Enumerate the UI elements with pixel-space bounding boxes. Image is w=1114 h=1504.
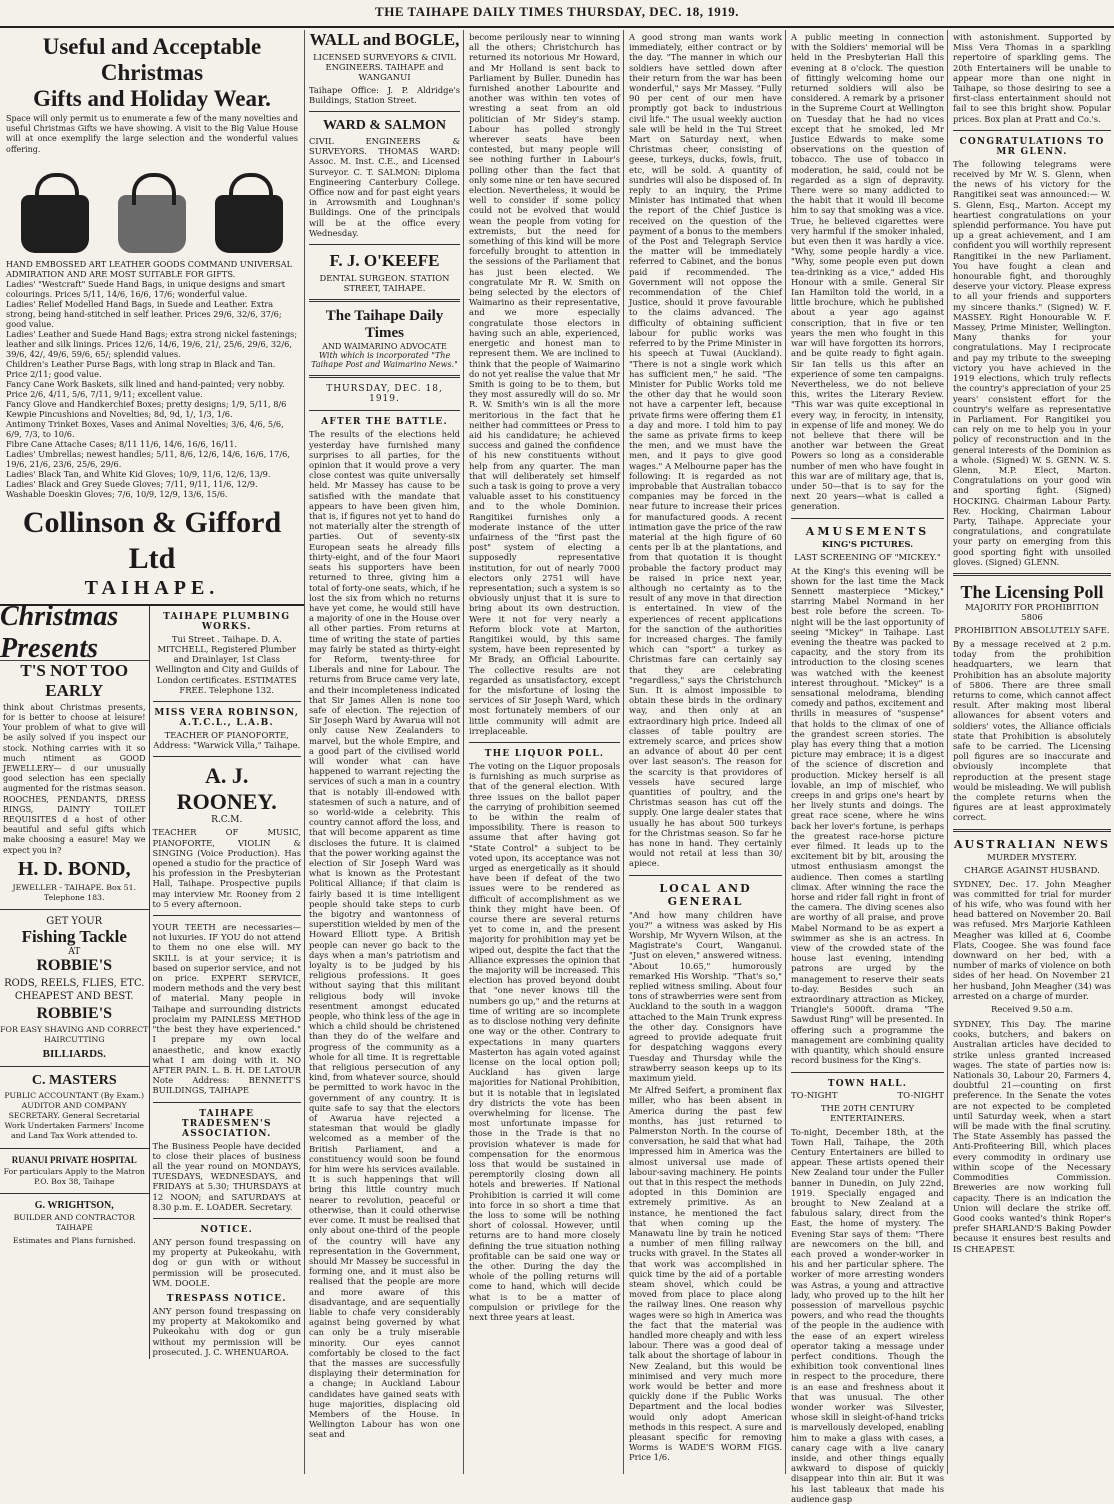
gift-item: Ladies' Black Tan, and White Kid Gloves; 10/9, 11/6, 12/6, 13/9. (6, 469, 298, 479)
tradesmen-body: The Business People have decided to close their places of business all the year round on MONDAYS, TUESDAYS, WEDNESDAYS, and FRIDAYS at 5.30; THURSDAYS at 12 NOON; and SATURDAYS at 8.30 p.m. E. LOADER. Secretary. (153, 1141, 302, 1212)
tradesmen-title: TAIHAPE TRADESMEN'S ASSOCIATION. (153, 1109, 302, 1139)
public-meeting-items: A public meeting in connection with the Soldiers' memorial will be held in the Presbyterian Hall this evening at 8 o'clock. The question of fittingly welcoming home our returned soldiers will also be considered. A remark by a prisoner in the Supreme Court at Wellington on Tuesday that he had no vices except that he smoked, led Mr Justice Edwards to make some observations on the question of tobacco. The use of tobacco in moderation, he said, could not be regarded as a sign of depravity. There were so many addicted to the habit that it would ill become him to say that smoking was a vice. True, he believed cigarettes were very harmful if the smoker inhaled, but even then it was hardly a vice. "Why, some people hardly a vice. "Why, some people even put down tea-drinking as a vice," added His Honour with a smile. General Sir Ian Hamilton told the world, in a little brochure, which he published about a year ago against conscription, that in five or ten years the men who fought in this war will have forgotten its horrors, and be quite ready to fight again. Sir Ian tells us this after an experience of some ten campaigns. Nevertheless, we do not believe this, writes the Literary Review. "This war was quite exceptional in every way, in ferocity, in intensity, in expense of life and money. We do not believe that there will be another war between the Great Powers so long as a considerable number of men who have fought in this war are of military age, that is, under 50—that is to say for the next 20 years—what is called a generation. (791, 32, 944, 512)
handbag-icon (215, 195, 283, 253)
bond-footer: JEWELLER - TAIHAPE. Box 51. Telephone 183. (0, 883, 149, 903)
teeth-ad: YOUR TEETH are necessaries—not luxuries. IF YOU do not attend to them no one else will. MY SKILL is at your service; it is based on superior service, and not on price. EXPERT SERVICE, modern methods and the very best of material. Many people in Taihape and surrounding districts proclaim my PAINLESS METHOD "the best they have experienced." I prepare my own local anaesthetic, and know exactly what I am doing with it. NO AFTER PAIN. L. B. H. DE LATOUR Note Address: BENNETT'S BUILDINGS, TAIHAPE (153, 922, 302, 1095)
notice-body: ANY person found trespassing on my property at Pukeokahu, with dog or gun with or without permission will be prosecuted. WM. DOOLE. (153, 1237, 302, 1288)
wall-bogle-body: Taihape Office: J. P. Aldridge's Buildings, Station Street. (309, 85, 460, 105)
paper-dateline: THURSDAY, DEC. 18, 1919. (309, 384, 460, 404)
gift-item: HAND EMBOSSED ART LEATHER GOODS COMMAND UNIVERSAL ADMIRATION AND ARE MOST SUITABLE FOR GIFTS. (6, 259, 298, 279)
rooney-sub: R.C.M. (153, 815, 302, 825)
column-professional (306, 30, 464, 1474)
congratulations-title: CONGRATULATIONS TO MR GLENN. (953, 137, 1111, 157)
gift-item: Kewpie Pincushions and Novelties; 8d, 9d, 1/, 1/3, 1/6. (6, 409, 298, 419)
ad-intro: Space will only permit us to enumerate a few of the many novelties and useful Christmas Gifts we have showing. A visit to the Big Value House will at once exemplify the large selection and the wonderful values offering. (6, 114, 298, 155)
australian-news-body: SYDNEY, Dec. 17. John Meagher was committed for trial for murder of his wife, who was found with her head battered on November 20. Bail was refused. Mrs Marjorie Kathleen Meagher was killed at 6, Coombe Flats, Coogee. She was found face downward on her bed, with a number of marks of violence on both sides of her head. On November 21 her husband, John Meagher (34) was arrested on a charge of murder. (953, 879, 1111, 1001)
fishing-items: RODS, REELS, FLIES, ETC. CHEAPEST AND BEST. (0, 977, 149, 1003)
bond-text: think about Christmas presents, for is better to choose at leisure! Your problem of what to give will be asily solved if you inspect our stock. Nothing carries with it so much ntiment as GOOD JEWELLERY— d our unusually good selection has een specially augmented for the ristmas season. ROOCHES, PENDANTS, DRESS RINGS, DAINTY TOILET REQUISITES d a host of other beautiful and seful gifts which make choosing a easure! May we expect you in? (0, 703, 149, 856)
town-hall-title: TOWN HALL. (791, 1079, 944, 1089)
murder-mystery: MURDER MYSTERY. (953, 853, 1111, 863)
fishing-tackle: Fishing Tackle (0, 927, 149, 947)
gift-price-list (6, 259, 298, 499)
robbies-2: ROBBIE'S (0, 1005, 149, 1023)
gift-item: Children's Leather Purse Bags, with long strap in Black and Tan. Price 2/11; good value. (6, 359, 298, 379)
amusements-title: AMUSEMENTS (791, 525, 944, 538)
ward-salmon-title: WARD & SALMON (309, 118, 460, 134)
wall-bogle-title: WALL and BOGLE, (309, 30, 460, 50)
paper-title: The Taihape Daily Times (309, 308, 460, 342)
paper-incorporated: With which is incorporated "The Taihape Post and Waimarino News." (309, 351, 460, 369)
okeefe-title: F. J. O'KEEFE (309, 251, 460, 271)
local-general-title: LOCAL AND GENERAL (629, 882, 782, 908)
rooney-title: A. J. ROONEY. (153, 763, 302, 815)
okeefe-body: DENTAL SURGEON. STATION STREET, TAIHAPE. (309, 273, 460, 293)
news-items: A good strong man wants work immediately, either contract or by the day. "The manner in which our soldiers have settled down after their return from the war has been wonderful," says Mr Massey. "Fully 90 per cent of our men have promptly got back to industrious civil life." The usual weekly auction sale will be held in the Tui Street Mart on Saturday next, when Christmas cheer, consisting of geese, turkeys, ducks, fowls, fruit, etc, will be sold. A quantity of sundries will also be disposed of. In reply to an inquiry, the Prime Minister has intimated that when the report of the Chief Justice is received on the question of the payment of a bonus to the members of the Post and Telegraph Service the matter will be immediately referred to Cabinet, and the bonus paid if recommended. The Government will not oppose the recommendation of the Chief Justice, should it prove favourable to the claims advanced. The difficulty of obtaining sufficient labour for public works was referred to by the Prime Minister in his speech at Tuwai (Auckland). "There is not a single work which has sufficient men," he said. "The Minister for Public Works told me the other day that he would soon not have a carpenter left, because private firms were offering them £1 a day and more. I told him to pay the same as private firms to keep the men, and we must have the men, and it pays to give good wages." A Melbourne paper has the following: It is regarded as not improbable that Australian tobacco companies may be forced in the near future to increase their prices for manufactured goods. A recent intimation gave the price of the raw material at the high figure of 60 cents per lb at the plantations, and from that quotation it is thought probable the factory product may be raised in price next year, although no certainty as to the result of any move in that direction is entertained. In view of the experiences of recent applications for the sanction of the authorities for increased charges. The family which can "sport" a turkey as Christmas fare can certainly say that they are celebrating "regardless," says the Christchurch Sun. It is almost impossible to obtain these birds in the ordinary way, and then only at an extraordinary high price. Indeed all classes of table poultry are extremely scarce, and prices show an advance of about 40 per cent over last season's. The reason for the scarcity is that providores of vessels have secured large quantities of poultry, and the Christmas season has cut off the supply. One large dealer states that usually he has about 500 turkeys for the Christmas season. So far he has none in hand. They certainly would not retail at less than 30/ apiece. (629, 32, 782, 869)
gift-item: Washable Doeskin Gloves; 7/6, 10/9, 12/9, 13/6, 15/6. (6, 489, 298, 499)
column-2-lower-continuation (150, 606, 305, 1359)
mickey-title: LAST SCREENING OF "MICKEY." (791, 553, 944, 563)
fishing-at: AT (0, 947, 149, 957)
licensing-safe: PROHIBITION ABSOLUTELY SAFE. (953, 626, 1111, 636)
licensing-poll-title: The Licensing Poll (953, 582, 1111, 603)
masters-details: PUBLIC ACCOUNTANT (By Exam.) AUDITOR AND COMPANY SECRETARY. General Secretarial Work Undertaken Farmers' Income and Land Tax Work attended to. (0, 1091, 149, 1142)
ad-title-line1: Useful and Acceptable Christmas (6, 34, 298, 86)
licensing-majority: MAJORITY FOR PROHIBITION 5806 (953, 603, 1111, 623)
fishing-get: GET YOUR (0, 916, 149, 927)
town-hall-tonight-right: TO-NIGHT (898, 1091, 945, 1101)
column-ads-left (0, 30, 305, 1474)
column-news (626, 30, 786, 1474)
licensing-body: By a message received at 2 p.m. today from the prohibition headquarters, we learn that Prohibition has an absolute majority of 5806. There are three small returns to come, which cannot affect result. After making most liberal allowances for absent voters and soldiers' votes, the Alliance officials state that Prohibition is absolutely safe to be carried. The Licensing poll figures are so inaccurate and obviously incomplete that reproduction at the present stage would be misleading. We will publish the complete returns when the figures are at least approximately correct. (953, 639, 1111, 823)
plumbing-title: TAIHAPE PLUMBING WORKS. (153, 612, 302, 632)
wrightson-name: G. WRIGHTSON, (0, 1200, 149, 1211)
town-hall-body: To-night, December 18th, at the Town Hall, Taihape, the 20th Century Entertainers are billed to appear. These artists opened their New Zealand tour under the Fuller banner in Dunedin, on July 22nd, 1919. Specially engaged and brought to New Zealand at a fabulous salary, direct from the East, the home of mystery. The Evening Star says of them: "There are newcomers on the bill, and each proved a wonder-worker in his and her particular sphere. The worker of more arresting wonders was Astras, a young and attractive lady, who proved up to the hilt her possession of marvellous psychic powers, and who read the thoughts of the people in the audience with the ease of an expert wireless operator taking a message under perfect conditions. Though the exhibition took conventional lines in respect to the procedure, there is an ease and freshness about it that was unusual. The other wonder worker was Silvester, whose skill in sleight-of-hand tricks is marvellously developed, enabling him to make a glass with cases, a canary cage with a live canary inside, and other things equally awkward to dispose of quickly disappear into thin air. But it was his last tableaux that made his audience gasp (791, 1127, 944, 1504)
bond-and-robbie-ads (0, 606, 150, 1359)
firm-town: TAIHAPE. (6, 577, 298, 600)
liquor-poll-title: THE LIQUOR POLL. (469, 749, 620, 759)
robbies-billiards: BILLIARDS. (0, 1048, 149, 1060)
hospital-details: For particulars Apply to the Matron P.O. Box 38, Taihape (0, 1167, 149, 1187)
ward-salmon-body: CIVIL ENGINEERS & SURVEYORS. THOMAS WARD: Assoc. M. Inst. C.E., and Licensed Surveyor. C. T. SALMON: Diploma Engineering Canterbury College. Office now and for past eight years in Arrowsmith and Loughnan's Buildings. One of the principals will be at the office every Wednesday. (309, 136, 460, 238)
local-general-body: "And how many children have you?" a witness was asked by His Worship, Mr Wyvern Wilson, at the Magistrate's Court, Wanganui. "Just on eleven," answered witness. "About 10.65," humorously remarked His Worship. "That's so," replied witness smiling. About four tons of strawberries were sent from Auckland to the south in a waggon attached to the Main Trunk express the other day. Consignors have agreed to provide adequate fruit for despatching waggons every Tuesday and Thursday while the strawberry season keeps up to its maximum yield. (629, 910, 782, 1083)
seifert-body: Mr Alfred Seifert, a prominent flax miller, who has been absent in America during the past few months, has just returned to Palmerston North. In the course of conversation, he said that what had impressed him in America was the almost universal use made of labour-saving machinery. He points out that in this respect the methods adopted in this Dominion are extremely primitive. As an instance, he mentioned the fact that when coming up the Manawatu line by train he noticed a number of men filling railway trucks with gravel. In the States all that work was accomplished in quick time by the aid of a portable steam shovel, which could be moved from place to place along the railway lines. One reason why wages were so high in America was the fact that the material was handled more cheaply and with less labour. There was a good deal of talk about the shortage of labour in New Zealand, but this would be minimised and very much more work would be better and more quickly done if the Public Works Department and the local bodies would only adopt American methods in this respect. A sure and pleasant specific for removing Worms is WADE'S WORM FIGS. Price 1/6. (629, 1085, 782, 1463)
hospital-name: RUANUI PRIVATE HOSPITAL (0, 1155, 149, 1165)
wrightson-estimates: Estimates and Plans furnished. (0, 1236, 149, 1246)
town-hall-sub: THE 20TH CENTURY ENTERTAINERS. (791, 1104, 944, 1124)
kings-title: KING'S PICTURES. (791, 540, 944, 550)
plumbing-body: Tui Street . Taihape. D. A. MITCHELL, Registered Plumber and Drainlayer, 1st Class Wellington and City and Guilds of London certificates. ESTIMATES FREE. Telephone 132. (153, 634, 302, 695)
lower-ads (0, 606, 304, 1359)
received-time: Received 9.50 a.m. (953, 1005, 1111, 1015)
paper-subtitle: AND WAIMARINO ADVOCATE (309, 342, 460, 351)
wall-bogle-sub: LICENSED SURVEYORS & CIVIL ENGINEERS. TAIHAPE and WANGANUI (309, 52, 460, 83)
column-right (950, 30, 1114, 1474)
column-editorial (466, 30, 624, 1474)
handbag-illustration (6, 161, 298, 253)
gift-item: Ladies' Black and Grey Suede Gloves; 7/11, 9/11, 11/6, 12/9. (6, 479, 298, 489)
australian-news-title: AUSTRALIAN NEWS (953, 838, 1111, 851)
gift-item: Fibre Cane Attache Cases; 8/11 11/6, 14/6, 16/6, 16/11. (6, 439, 298, 449)
column-amusements (788, 30, 948, 1474)
robbies-1: ROBBIE'S (0, 957, 149, 975)
gift-item: Ladies' "Westcraft" Suede Hand Bags, in unique designs and smart colourings. Prices 5/11, 14/6, 16/6, 17/6; wonderful value. (6, 279, 298, 299)
gift-item: Ladies' Umbrellas; newest handles; 5/11, 8/6, 12/6, 14/6, 16/6, 17/6, 19/6, 21/6, 23/6, 25/6, 29/6. (6, 449, 298, 469)
gift-item: Ladies' Leather and Suede Hand Bags; extra strong nickel fastenings; leather and silk linings. Prices 12/6, 14/6, 19/6, 21/, 25/6, 29/6, 32/6, 39/6, 42/, 49/6, 59/6, 65/; splendid values. (6, 329, 298, 359)
mickey-body: At the King's this evening will be shown for the last time the Mack Sennett masterpiece "Mickey," starring Mabel Normand in her best role before the screen. To-night will be the last opportunity of seeing "Mickey" in Taihape. Last evening the theatre was packed to capacity, and the story from its introduction to the closing scenes was watched with the keenest interest throughout. "Mickey" is a sensational melodrama, blending comedy and pathos, excitement and thrills in measures of "suspense" that holds to the climax of one of the grandest screen stories. The play has every thing that a motion picture may embrace; it is a digest of the science of discretion and production. Mickey herself is all lovable, an imp of mischief, who creeps in and grips one's heart by her lively stunts and doings. The great race scene, where he wins back her lover's fortune, is perhaps the greatest race-horse picture ever filmed. It leads up to the excitement bit by bit, arousing the utmost enthusiasm amongst the audience. Then comes a startling climax. After winning the race the horse and rider fall right in front of the camera. The diving scenes also are worthy of all praise, and prove Mabel Normand to be as expert a swimmer as she is an actress. In view of the crowded state of the house last evening, intending patrons are urged by the management to reserve their seats to-day. Besides such an extraordinary attraction as Mickey, Triangle's 5000ft. drama "The Sawdust Ring" will be presented. In offering such a programme the management are combining quality with quantity, which should ensure record business for the King's. (791, 566, 944, 1066)
gift-item: Fancy Cane Work Baskets, silk lined and hand-painted; very nobby. Price 2/6, 4/11, 5/6, 7/11, 9/11; excellent value. (6, 379, 298, 399)
trespass-title: TRESPASS NOTICE. (153, 1294, 302, 1304)
firm-name: Collinson & Gifford Ltd (6, 505, 298, 577)
charge-husband: CHARGE AGAINST HUSBAND. (953, 866, 1111, 876)
town-hall-tonight-left: TO-NIGHT (791, 1091, 838, 1101)
after-battle-title: AFTER THE BATTLE. (309, 417, 460, 427)
collinson-gifford-ad (0, 30, 304, 606)
ad-title-line2: Gifts and Holiday Wear. (6, 86, 298, 112)
gift-item: Ladies' Relief Modelled Hand Bags, in Suede and Leather. Extra strong, being hand-stitched in self leather. Prices 29/6, 32/6, 37/6; good value. (6, 299, 298, 329)
after-battle-body: The results of the elections held yesterday have furnished many surprises to all parties, for the opinion that it would prove a very close contest was quite universally held. Mr Massey has cause to be satisfied with the mandate that appears to have been given him, that is, if figures not yet to hand do not materially alter the strength of parties. Out of seventy-six European seats he already fills thirty-eight, and of the four Maori seats his supporters have been returned to three, giving him a total of forty-one seats, which, if he lost the six from which no returns have yet come, he would still have a majority of one in the House over all other parties. From returns at time of writing the state of parties may fairly be stated as thirty-eight for Reform, twenty-three for Liberals and nine for Labour. The returns from Bruce came very late, and their incompleteness indicated that Sir James Allen is none too safe of election. The rejection of Sir Joseph Ward by Awarua will not only cause New Zealanders to marvel, but the whole Empire, and a good part of the civilised world will wonder what can have happened to warrant rejecting the services of such a man in a country that is notably ill-endowed with statesmen of such a nature, and of so world-wide a celebrity. This country cannot afford the loss, and that will become apparent as time discloses the future. It is claimed that the power working against the election of Sir Joseph Ward was what is known as the Protestant Political Alliance; if that claim is fairly based it is time intelligent people should take steps to curb the bigotry and wantonness of superstition wielded by men of the Howard Elliott type. A British people can never go back to the days when a man's patriotism and loyalty is to be judged by his religious professions. It goes without saying that this militant religious body will invoke resentment amongst educated people, who think less of the age in which a child should be christened than they do of the welfare and progress of the community as a whole for all time. It is regrettable that religious persecution of any kind, from whatever source, should be permitted to work havoc in the government of any country. It is quite safe to say that the electors of Awarua have rejected a statesman that would be gladly welcomed as a member of the British Parliament, and a constituency would soon be found for him were his services available. It is such happenings that will bring this little country much nearer to revolution, peaceful or otherwise, than it could otherwise ever come. It must be realised that only about one-third of the people of the country will have any representation in the Government, should Mr Massey be successful in forming one, and it must also be realised that the people are more and more aware of this disadvantage, and are sequentially liable to chafe very considerably against being governed by what can only be a truly miserable minority. Our eyes cannot comfortably be closed to the fact that the masses are successfully displaying their determination for a change; in Auckland Labour candidates have gained seats with huge majorities, displacing old Members of the House. In Wellington Labour has won one seat and (309, 429, 460, 1439)
rooney-body: TEACHER OF MUSIC, PIANOFORTE, VIOLIN & SINGING (Voice Production). Has opened a studio for the practice of his profession in the Presbyterian Hall, Taihape. Prospective pupils may interview Mr. Rooney from 2 to 5 every afternoon. (153, 827, 302, 909)
gift-item: Fancy Glove and Handkerchief Boxes; pretty designs; 1/9, 5/11, 8/6 (6, 399, 298, 409)
gift-item: Antimony Trinket Boxes, Vases and Animal Novelties; 3/6, 4/6, 5/6, 6/9, 7/3, to 10/6. (6, 419, 298, 439)
vera-body: TEACHER OF PIANOFORTE, Address: "Warwick Villa," Taihape. (153, 730, 302, 750)
robbies-shaving: FOR EASY SHAVING AND CORRECT HAIRCUTTING (0, 1025, 149, 1045)
not-too-early: T'S NOT TOO EARLY (0, 661, 149, 701)
trespass-body: ANY person found trespassing on my property at Makokomiko and Pukeokahu with dog or gun without my permission will be prosecuted. J. C. WHENUAROA. (153, 1306, 302, 1357)
masters-name: C. MASTERS (0, 1073, 149, 1089)
bond-name: H. D. BOND, (0, 858, 149, 881)
page-masthead: THE TAIHAPE DAILY TIMES THURSDAY, DEC. 18, 1919. (0, 0, 1114, 28)
congratulations-body: The following telegrams were received by Mr W. S. Glenn, when the news of his victory for the Rangitikei seat was announced:— W. S. Glenn, Esq., Marton. Accept my heartiest congratulations on your splendid performance. You have put up a great achievement, and I am confident you will worthily represent Rangitikei in the new Parliament. You have fought a clean and honourable fight, and thoroughly deserve your victory. Please express to all your friends and supporters my sincere thanks." (Signed) W. F. MASSEY. Right Honourable W. F. Massey, Prime Minister, Wellington. Many thanks for your congratulations. May I reciprocate and pay my tribute to the sweeping victory you have achieved in the 1919 elections, which truly reflects the country's appreciation of your 25 years' consistent effort for the country's welfare as representative in Parliament. For Rangitikei you can rely on me to help you in your policy of reconstruction and in the general interests of the Dominion as a whole. (Signed) W. S. GENN. W. S. Glenn, M.P. Elect, Marton. Congratulations on your good win and sporting fight. (Signed) HOCKING. Chairman Labour Party. Rev. Hocking, Chairman Labour Party, Taihape. Appreciate your congratulations, and congratulate your party on emerging from this good sporting fight with unsoiled gloves. (Signed) GLENN. (953, 159, 1111, 567)
christmas-presents-art: Christmas Presents (0, 606, 149, 661)
entertainers-continuation: with astonishment. Supported by Miss Vera Thomas in a sparkling repertoire of sparkling gems. The 20th Entertainers will be unable to appear more than one night in Taihape, so those desiring to see a first-class entertainment should not fail to see this bright show. Popular prices. Box plan at Pratt and Co.'s. (953, 32, 1111, 124)
town-hall-row (791, 1091, 944, 1101)
liquor-poll-body: The voting on the Liquor proposals is furnishing as much surprise as that of the general election. With three issues on the ballot paper the carrying of prohibition seemed to be within the realm of impossibility. There is reason to assume that after having got "State Control" a subject to be voted upon, its acceptance was not urged as energetically as it should have been if defeat of the two issues were to be rendered as difficult of accomplishment as we think they might have been. Of course there are several returns yet to come in, and the present majority for prohibition may yet be wiped out, despite the fact that the Alliance expresses the opinion that the majority will be increased. This election has proved beyond doubt that "one never knows till the numbers go up," and the returns at time of writing are so incomplete as to disclose nothing very definite one way or the other. Contrary to expectations in many quarters Masterton has again voted against license on the local option poll; Auckland has given large majorities for National Prohibition, but it is notable that in legislated dry districts the vote has been overwhelming for license. The most unfortunate impasse for those in the Trade is that no provision whatever is made for compensation for the enormous loss that would be sustained in peremptorily closing down all hotels and breweries. If National Prohibition is carried it will come into force in so short a time that the loss to some will be nothing short of colossal. However, until returns are to hand more closely defining the true situation nothing profitable can be said one way or the other. During the day the whole of the polling returns will come to hand, which will decide what is to be a matter of compulsion or privilege for the next three years at least. (469, 761, 620, 1322)
australian-news-body-2: SYDNEY, This Day. The marine cooks, butchers, and bakers on Australian articles have decided to strike unless granted increased wages. The state of parties now is: Nationals 30, Labour 20, Farmers 4, doubtful 21—counting on first preference. In the Senate the votes are not expected to be completed until Saturday week, when a start will be made with the final scrutiny. The State Assembly has passed the Anti-Profiteering Bill, which places every commodity in ordinary use within scope of the Necessary Commodities Commission. Breweries are now working full capacity. There is an indication the Union will declare the strike off. Good cooks wanted's think Roper's prefer SHARLAND'S Baking Powder because it ensures best results and IS CHEAPEST. (953, 1019, 1111, 1254)
handbag-icon (118, 195, 186, 253)
wrightson-trade: BUILDER AND CONTRACTOR TAIHAPE (0, 1213, 149, 1233)
notice-title: NOTICE. (153, 1225, 302, 1235)
handbag-icon (21, 195, 89, 253)
editorial-continuation: become perilously near to winning all the others; Christchurch has returned its notorious Mr Howard, and Mr Holland is sent back to Parliament by Buller. Dunedin has furnished another Labourite and another was within ten votes of wresting a seat from an old politician of Mr Sidey's stamp. Labour has polled strongly wherever seats have been contested, but many people will see nothing further in Labour's polling other than the fact that only some nine or ten have secured election. Nevertheless, it would be well to consider if some policy could not be evolved that would wean the people from voting for extremists, but the need for something of this kind will be more forcefully brought to attention in the sessions of the Parliament that has just been elected. We congratulate Mr R. W. Smith on being selected by the electors of Waimarino as their representative, and we more especially congratulate those electors in having such an able, experienced, energetic and honest man to represent them. We are inclined to think that the people of Waimarino do not yet realise the value that Mr Smith is going to be to them, but they most assuredly will do so. Mr R. W. Smith's win is all the more meritorious in the fact that he neither had committees or Press to aid his candidature; he achieved success and gained the confidence of his new constituents without help from any quarter. The man that will deliberately set himself such a task is going to prove a very valuable asset to his constituency and to the whole Dominion. Rangitikei furnishes only a moderate instance of the utter unfairness of the "first past the post" system of electing a supposedly representative institution, for out of nearly 7000 electors only 2751 will have representation; such a system is so obviously unjust that it is sure to bring about its own destruction. Were it not for very nearly a Reform block vote at Marton, Rangitikei would, by this same system, have been represented by Mr Brady, an Official Labourite. The collective results are not regarded as unsatisfactory, except for the misfortune of losing the services of Sir Joseph Ward, which most fortunately members of our little community will admit are irreplaceable. (469, 32, 620, 736)
vera-title: MISS VERA ROBINSON, A.T.C.L., L.A.B. (153, 708, 302, 728)
